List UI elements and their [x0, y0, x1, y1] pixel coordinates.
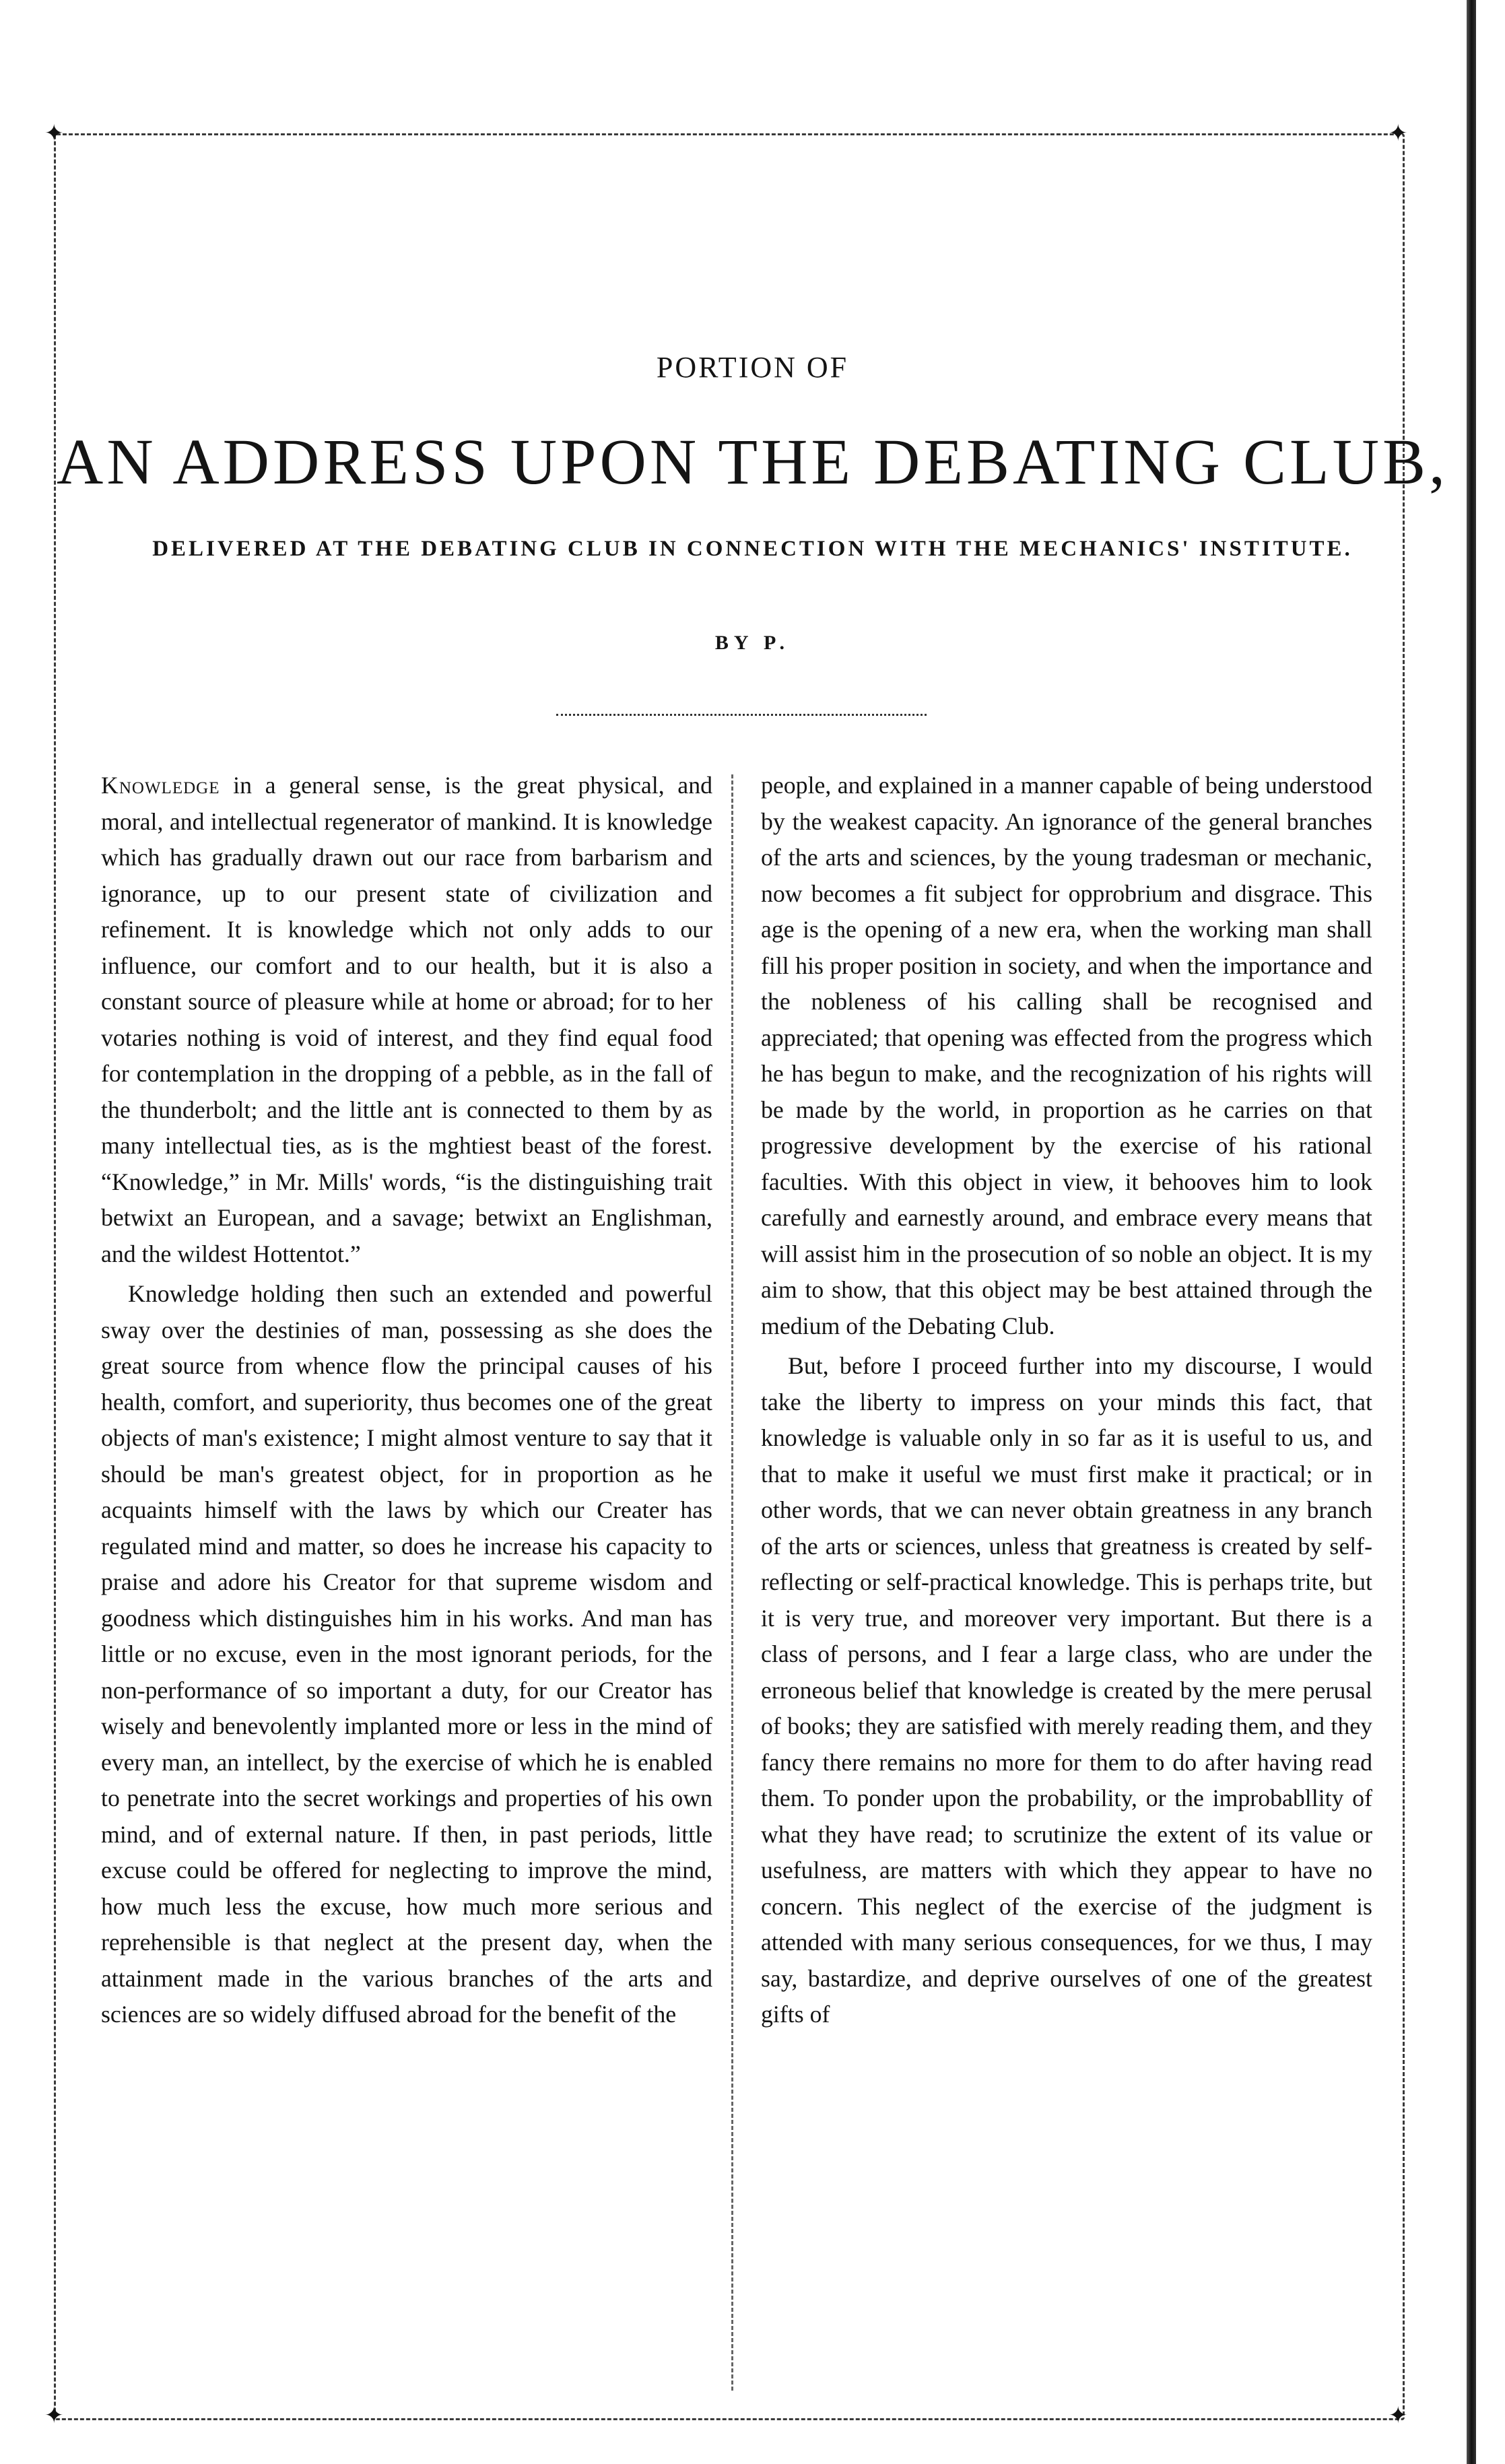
page-title: AN ADDRESS UPON THE DEBATING CLUB,	[56, 426, 1449, 498]
right-column	[761, 768, 1372, 2404]
subtitle: DELIVERED AT THE DEBATING CLUB IN CONNECTION WITH THE MECHANICS' INSTITUTE.	[152, 537, 1353, 561]
paragraph: people, and explained in a manner capable of being understood by the weakest capacity. An ignorance of the general branches of the arts and sciences, by the young tradesman or mechanic, now becomes a fit subject for opprobrium and disgrace. This age is the opening of a new era, when the working man shall fill his proper position in society, and when the importance and the nobleness of his calling shall be recognised and appreciated; that opening was effected from the progress which he has begun to make, and the recognization of his rights will be made by the world, in proportion as he carries on that progressive development by the exercise of his rational faculties. With this object in view, it behooves him to look carefully and earnestly around, and embrace every means that will assist him in the prosecution of so noble an object. It is my aim to show, that this object may be best attained through the medium of the Debating Club.	[761, 772, 1372, 1339]
paragraph: Knowledge holding then such an extended and powerful sway over the destinies of man, possessing as she does the great source from whence flow the principal causes of his health, comfort, and superiority, thus becomes one of the great objects of man's existence; I might almost venture to say that it should be man's greatest object, for in proportion as he acquaints himself with the laws by which our Creater has regulated mind and matter, so does he increase his capacity to praise and adore his Creator for that supreme wisdom and goodness which distinguishes him in his works. And man has little or no excuse, even in the most ignorant periods, for the non-performance of so important a duty, for our Creator has wisely and benevolently implanted more or less in the mind of every man, an intellect, by the exercise of which he is enabled to penetrate into the secret workings and properties of his own mind, and of external nature. If then, in past periods, little excuse could be offered for neglecting to improve the mind, how much less the excuse, how much more serious and reprehensible is that neglect at the present day, when the attainment made in the various branches of the arts and sciences are so widely diffused abroad for the benefit of the	[101, 1280, 712, 2028]
paragraph-text: in a general sense, is the great physical, and moral, and intellectual regenerator of mankind. It is knowledge which has gradually drawn out our race from barbarism and ignorance, up to our present state of civilization and refinement. It is knowledge which not only adds to our influence, our comfort and to our health, but it is also a constant source of pleasure while at home or abroad; for to her votaries nothing is void of interest, and they find equal food for contemplation in the dropping of a pebble, as in the fall of the thunderbolt; and the little ant is connected to them by as many intellectual ties, as is the mghtiest beast of the forest. “Knowledge,” in Mr. Mills' words, “is the distinguishing trait betwixt an European, and a savage; betwixt an Englishman, and the wildest Hottentot.”	[101, 772, 712, 1267]
lead-word: Knowledge	[101, 772, 220, 799]
ornamental-rule	[556, 714, 927, 716]
corner-ornament-icon: ✦	[1389, 2403, 1408, 2428]
byline: BY P.	[714, 632, 791, 654]
column-divider	[731, 774, 733, 2391]
left-column	[101, 768, 712, 2404]
corner-ornament-icon: ✦	[44, 2403, 64, 2428]
paragraph: But, before I proceed further into my discourse, I would take the liberty to impress on your minds this fact, that knowledge is valuable only in so far as it is useful to us, and that to make it useful we must first make it practical; or in other words, that we can never obtain greatness in any branch of the arts or sciences, unless that greatness is created by self-reflecting or self-practical knowledge. This is perhaps trite, but it is very true, and moreover very important. But there is a class of persons, and I fear a large class, who are under the erroneous belief that knowledge is created by the mere perusal of books; they are satisfied with merely reading them, and they fancy there remains no more for them to do after having read them. To ponder upon the probability, or the improbabllity of what they have read; to scrutinize the extent of its value or usefulness, are matters with which they appear to have no concern. This neglect of the exercise of the judgment is attended with many serious consequences, for we thus, I may say, bastardize, and deprive ourselves of one of the greatest gifts of	[761, 1352, 1372, 2028]
kicker: PORTION OF	[656, 351, 849, 384]
paragraph	[101, 768, 712, 1272]
corner-ornament-icon: ✦	[1389, 121, 1408, 146]
corner-ornament-icon: ✦	[44, 121, 64, 146]
